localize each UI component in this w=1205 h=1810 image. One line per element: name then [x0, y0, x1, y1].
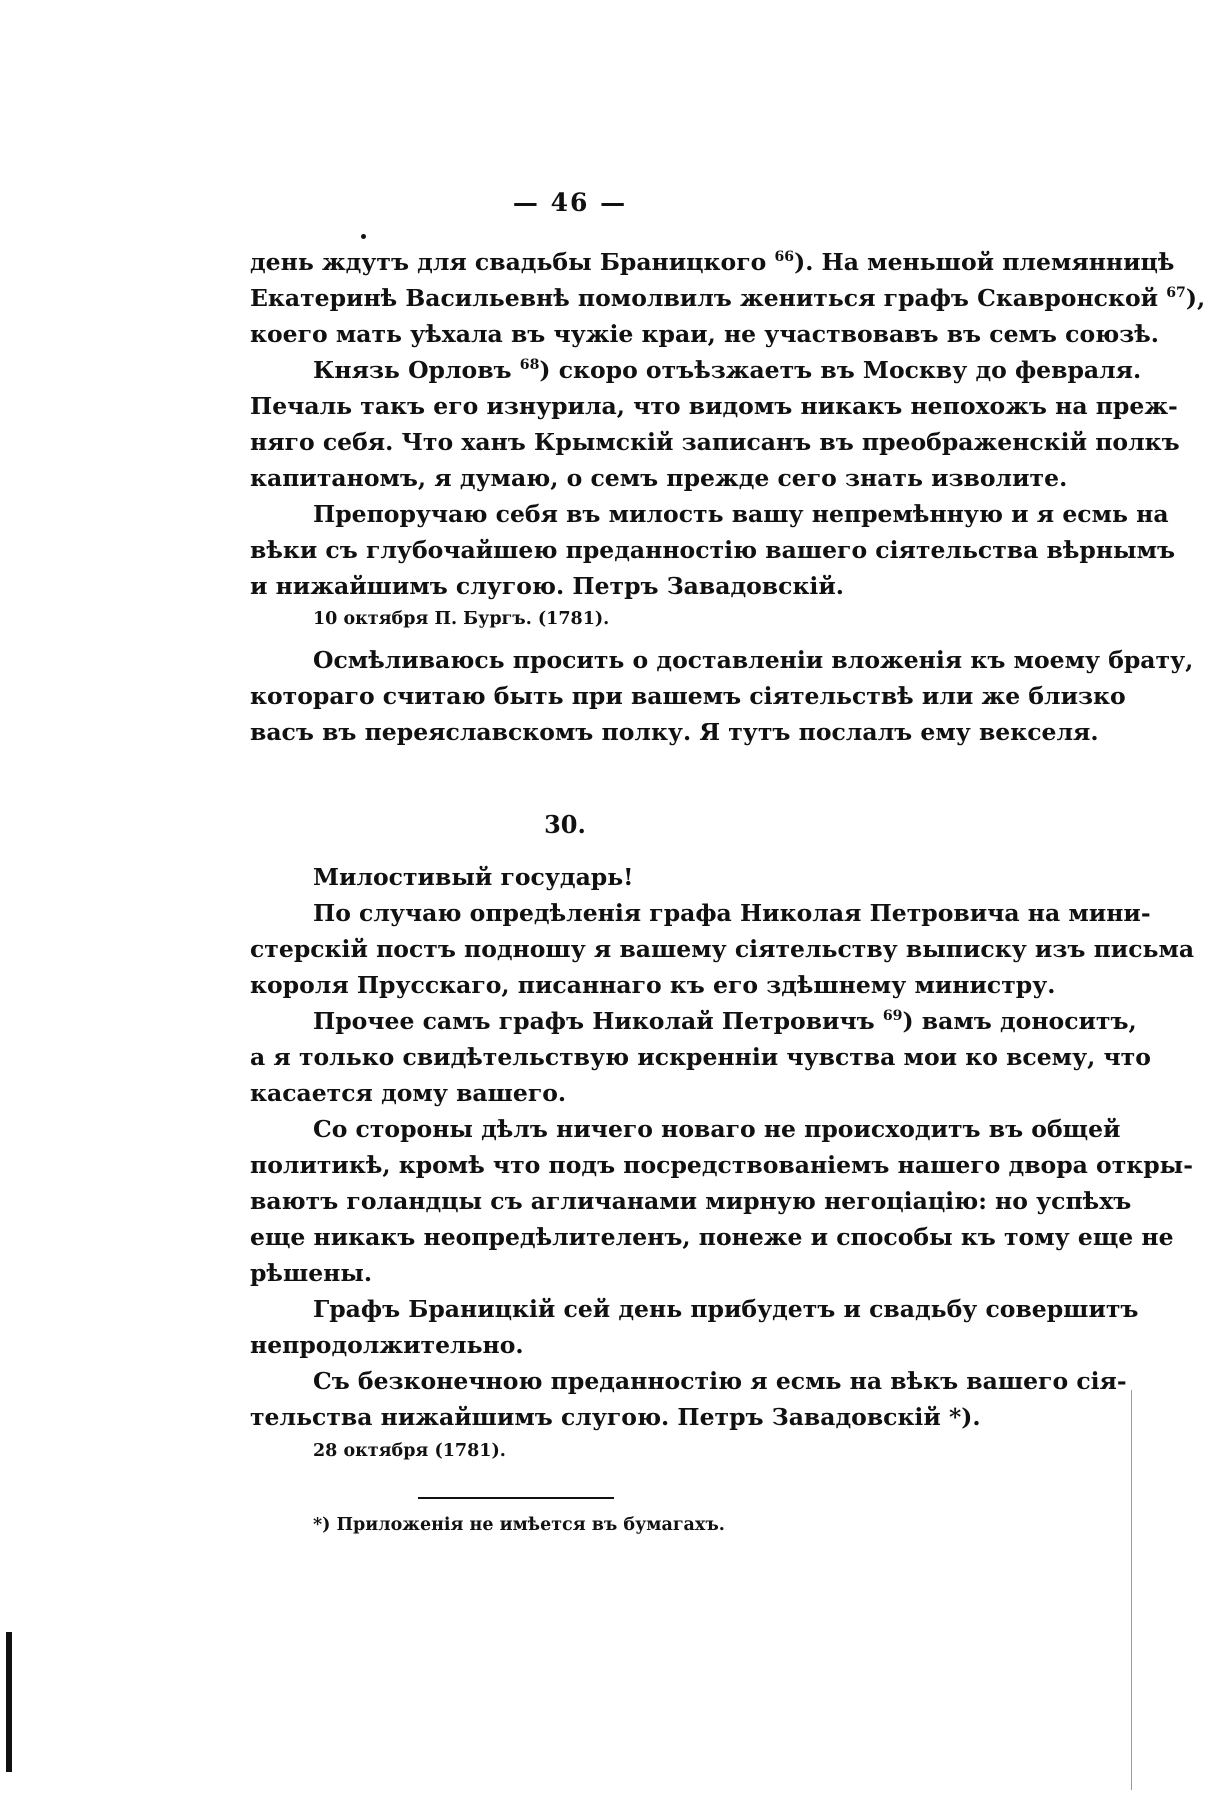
- text-line: касается дому вашего.: [250, 1079, 567, 1107]
- footnote-ref: 68: [519, 357, 540, 374]
- footnote-ref: 66: [774, 249, 795, 266]
- text-line: Екатеринѣ Васильевнѣ помолвилъ жениться графъ Скавронской $^{67}$),: [250, 284, 1205, 312]
- text-line: день ждутъ для свадьбы Браницкого $^{66}$). На меньшой племянницѣ: [250, 248, 1175, 276]
- text-line: Прочее самъ графъ Николай Петровичъ $^{69}$) вамъ доноситъ,: [313, 1007, 1137, 1035]
- text-line: а я только свидѣтельствую искренніи чувства мои ко всему, что: [250, 1043, 1151, 1071]
- text-line: Графъ Браницкій сей день прибудетъ и свадьбу совершитъ: [313, 1295, 1139, 1323]
- text-line: Князь Орловъ $^{68}$) скоро отъѣзжаетъ въ Москву до февраля.: [313, 356, 1142, 384]
- text-line: стерскій постъ подношу я вашему сіятельству выписку изъ письма: [250, 935, 1195, 963]
- footnote-ref: 67: [1166, 285, 1186, 302]
- text-line: Со стороны дѣлъ ничего новаго не происходитъ въ общей: [313, 1115, 1121, 1143]
- footnote-ref: 69: [882, 1008, 903, 1025]
- text-line: тельства нижайшимъ слугою. Петръ Завадовскій *).: [250, 1403, 981, 1431]
- text-line: вѣки съ глубочайшею преданностію вашего сіятельства вѣрнымъ: [250, 536, 1176, 564]
- stray-ink-dot: [361, 234, 366, 239]
- text-line: непродолжительно.: [250, 1331, 524, 1359]
- text-line: ваютъ голандцы съ агличанами мирную негоціацію: но успѣхъ: [250, 1187, 1132, 1215]
- text-line: Съ безконечною преданностію я есмь на вѣкъ вашего сія-: [313, 1367, 1127, 1395]
- text-line: капитаномъ, я думаю, о семъ прежде сего знать изволите.: [250, 464, 1068, 492]
- text-line: котораго считаю быть при вашемъ сіятельствѣ или же близко: [250, 682, 1126, 710]
- text-line: няго себя. Что ханъ Крымскій записанъ въ преображенскій полкъ: [250, 428, 1180, 456]
- scan-edge-mark: [6, 1632, 12, 1772]
- text-line: политикѣ, кромѣ что подъ посредствованіемъ нашего двора откры-: [250, 1151, 1193, 1179]
- scan-edge-line: [1131, 1390, 1132, 1790]
- text-line: Осмѣливаюсь просить о доставленіи вложенія къ моему брату,: [313, 646, 1194, 674]
- salutation: Милостивый государь!: [313, 863, 634, 891]
- text-line: еще никакъ неопредѣлителенъ, понеже и способы къ тому еще не: [250, 1223, 1174, 1251]
- text-line: Препоручаю себя въ милость вашу непремѣнную и я есмь на: [313, 500, 1169, 528]
- page-number: — 46 —: [512, 188, 628, 217]
- letter-number: 30.: [544, 810, 586, 839]
- footnote: *) Приложенія не имѣется въ бумагахъ.: [313, 1515, 725, 1535]
- footnote-divider: [418, 1497, 614, 1499]
- text-line: По случаю опредѣленія графа Николая Петровича на мини-: [313, 899, 1151, 927]
- text-line: коего мать уѣхала въ чужіе краи, не участвовавъ въ семъ союзѣ.: [250, 320, 1159, 348]
- text-line: рѣшены.: [250, 1259, 373, 1287]
- letter-date: 28 октября (1781).: [313, 1441, 506, 1461]
- text-line: короля Прусскаго, писаннаго къ его здѣшнему министру.: [250, 971, 1056, 999]
- letter-date: 10 октября П. Бургъ. (1781).: [313, 609, 610, 629]
- text-line: васъ въ переяславскомъ полку. Я тутъ послалъ ему векселя.: [250, 718, 1099, 746]
- text-line: и нижайшимъ слугою. Петръ Завадовскій.: [250, 572, 844, 600]
- text-line: Печаль такъ его изнурила, что видомъ никакъ непохожъ на преж-: [250, 392, 1178, 420]
